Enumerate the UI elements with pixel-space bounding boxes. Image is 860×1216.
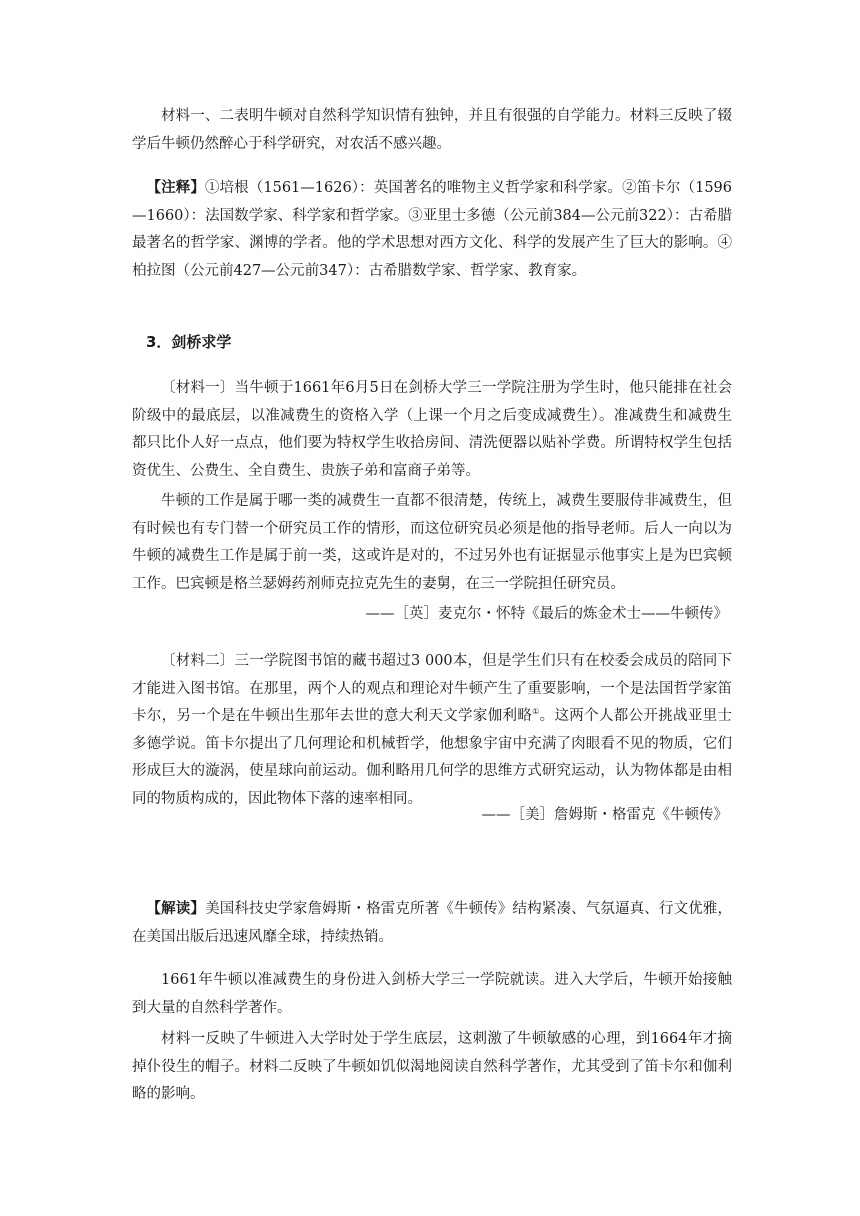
interpretation-paragraph-2 xyxy=(132,967,732,1022)
material1-paragraph xyxy=(132,375,732,485)
note-text: ①培根（1561—1626）：英国著名的唯物主义哲学家和科学家。②笛卡尔（1596—1660）：法国数学家、科学家和哲学家。③亚里士多德（公元前384—公元前322）：古希腊最著名的哲学家、渊博的学者。他的学术思想对西方文化、科学的发展产生了巨大的影响。④柏拉图（公元前427—公元前347）：古希腊数学家、哲学家、教育家。 xyxy=(132,180,733,279)
material2-text-b: 。这两个人都公开挑战亚里士多德学说。笛卡尔提出了几何理论和机械哲学，他想象宇宙中充满了肉眼看不见的物质，它们形成巨大的漩涡，使星球向前运动。伽利略用几何学的思维方式研究运动，认为物体都是由相同的物质构成的，因此物体下落的速率相同。 xyxy=(132,708,733,807)
note-paragraph xyxy=(132,174,732,285)
interpretation-text-3: 材料一反映了牛顿进入大学时处于学生底层，这刺激了牛顿敏感的心理，到1664年才摘掉仆役生的帽子。材料二反映了牛顿如饥似渴地阅读自然科学著作，尤其受到了笛卡尔和伽利略的影响。 xyxy=(132,1031,732,1102)
section-heading: 3．剑桥求学 xyxy=(146,333,232,351)
material1-paragraph-2 xyxy=(132,488,732,598)
material2-citation: ——［美］詹姆斯・格雷克《牛顿传》 xyxy=(481,807,728,823)
interpretation-text: 美国科技史学家詹姆斯・格雷克所著《牛顿传》结构紧凑、气氛逼真、行文优雅，在美国出版后迅速风靡全球，持续热销。 xyxy=(132,901,733,945)
material1-label: 〔材料一〕 xyxy=(161,380,235,396)
material1-citation: ——［英］麦克尔・怀特《最后的炼金术士——牛顿传》 xyxy=(365,606,728,622)
interpretation-paragraph-3 xyxy=(132,1026,732,1109)
material2-paragraph xyxy=(132,648,732,813)
interpretation-label: 【解读】 xyxy=(146,900,206,917)
material2-text-a: 三一学院图书馆的藏书超过3 000本，但是学生们只有在校委会成员的陪同下才能进入图书馆。在那里，两个人的观点和理论对牛顿产生了重要影响，一个是法国哲学家笛卡尔，另一个是在牛顿出生那年去世的意大利天文学家伽利略 xyxy=(132,653,732,724)
footnote-marker: ① xyxy=(532,707,540,717)
summary-text: 材料一、二表明牛顿对自然科学知识情有独钟，并且有很强的自学能力。材料三反映了辍学后牛顿仍然醉心于科学研究，对农活不感兴趣。 xyxy=(132,108,732,152)
material1-text: 当牛顿于1661年6月5日在剑桥大学三一学院注册为学生时，他只能排在社会阶级中的最底层，以准减费生的资格入学（上课一个月之后变成减费生）。准减费生和减费生都只比仆人好一点点，他们要为特权学生收拾房间、清洗便器以贴补学费。所谓特权学生包括资优生、公费生、全自费生、贵族子弟和富商子弟等。 xyxy=(132,380,732,479)
note-label: 【注释】 xyxy=(146,179,205,196)
interpretation-text-2: 1661年牛顿以准减费生的身份进入剑桥大学三一学院就读。进入大学后，牛顿开始接触到大量的自然科学著作。 xyxy=(132,972,732,1016)
interpretation-paragraph xyxy=(132,895,732,951)
material2-label: 〔材料二〕 xyxy=(161,653,235,669)
summary-paragraph xyxy=(132,103,732,158)
material1-text-2: 牛顿的工作是属于哪一类的减费生一直都不很清楚，传统上，减费生要服侍非减费生，但有时候也有专门替一个研究员工作的情形，而这位研究员必须是他的指导老师。后人一向以为牛顿的减费生工作是属于前一类，这或许是对的，不过另外也有证据显示他事实上是为巴宾顿工作。巴宾顿是格兰瑟姆药剂师克拉克先生的妻舅，在三一学院担任研究员。 xyxy=(132,493,732,592)
